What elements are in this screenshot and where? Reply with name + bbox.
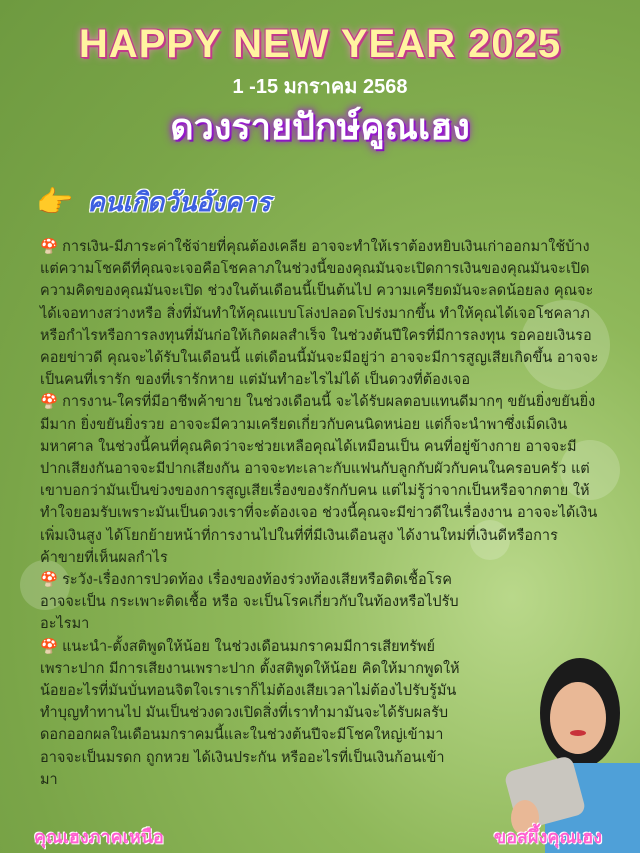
paragraph-text: แนะนำ-ตั้งสติพูดให้น้อย ในช่วงเดือนมกราคมมีการเสียทรัพย์เพราะปาก มีการเสียงานเพราะปาก ตั้งสติพูดให้น้อย คิดให้มากพูดให้น้อยอะไรที่มันบั่นทอนจิตใจเราเราก็ไม่ต้องเสียเวลาไม่ต้องไปรับรู้มัน ทำบุญทำทานไป มันเป็นช่วงดวงเปิดสิ่งที่เราทำมามันจะได้รับผลรับดอกออกผลในเดือนมกราคมนี้และในช่วงต้นปีจะมีโชคใหญ่เข้ามา อาจจะเป็นมรดก ถูกหวย ได้เงินประกัน หรืออะไรที่เป็นเงินก้อนเข้ามา	[40, 638, 460, 788]
mushroom-icon: 🍄	[40, 572, 59, 589]
horoscope-heading: ดวงรายปักษ์คูณเฮง	[170, 106, 470, 147]
work-paragraph	[40, 391, 600, 569]
right-caption: ขอสผึ้งคุณเฮง	[493, 827, 602, 847]
paragraph-text: การเงิน-มีภาระค่าใช้จ่ายที่คุณต้องเคลีย อาจจะทำให้เราต้องหยิบเงินเก่าออกมาใช้บ้าง แต่ความโชคดีที่คุณจะเจอคือโชคลาภในช่วงนี้ของคุณมันจะเปิดการเงินของคุณมันจะเปิด ความคิดของคุณมันจะเปิด ช่วงในต้นเดือนนี้เป็นต้นไป ความเครียดมันจะลดน้อยลง คุณจะได้เจอทางสว่างหรือ สิ่งที่มันทำให้คุณแบบโล่งปลอดโปร่งมากขึ้น ทำให้คุณได้เจอโชคลาภหรือกำไรหรือการลงทุนที่มันก่อให้เกิดผลสำเร็จ ในช่วงต้นปีใครที่มีการลงทุน รอคอยเงินรอคอยข่าวดี คุณจะได้รับในเดือนนี้ แต่เดือนนี้มันจะมีอยู่ว่า อาจจะมีการสูญเสียเกิดขึ้น อาจจะเป็นคนที่เรารัก ของที่เรารักหาย แต่มันทำอะไรไม่ได้ เป็นดวงที่ต้องเจอ	[40, 239, 599, 389]
portrait-photo	[490, 623, 640, 853]
page-title: HAPPY NEW YEAR 2025	[78, 22, 562, 66]
date-range: 1 -15 มกราคม 2568	[232, 76, 408, 98]
day-label: คนเกิดวันอังคาร	[87, 187, 271, 217]
paragraph-text: ระวัง-เรื่องการปวดท้อง เรื่องของท้องร่วงท้องเสียหรือติดเชื้อโรค อาจจะเป็น กระเพาะติดเชื้อ หรือ จะเป็นโรคเกี่ยวกับในท้องหรือไปรับอะไรมา	[40, 572, 459, 633]
paragraph-text: การงาน-ใครที่มีอาชีพค้าขาย ในช่วงเดือนนี้ จะได้รับผลตอบแทนดีมากๆ ขยันยิ่งขยันยิ่งมีมาก ยิ่งขยันยิ่งรวย อาจจะมีความเครียดเกี่ยวกับคนนิดหน่อย แต่ก็จะนำพาซึ่งเม็ดเงินมหาศาล ในช่วงนี้คนที่คุณคิดว่าจะช่วยเหลือคุณได้เหมือนเป็น คนที่อยู่ข้างกาย อาจจะมีปากเสียงกันอาจจะมีปากเสียงกัน อาจจะทะเลาะกับแฟนกับลูกกับผัวกับคนในครอบครัว แต่เขาบอกว่ามันเป็นข่วงของการสูญเสียเรื่องของรักกับคน แต่ไม่รู้ว่าจากเป็นหรือจากตาย ให้ทำใจยอมรับเพราะมันเป็นดวงเราที่จะต้องเจอ ช่วงนี้คุณจะมีข่าวดีในเรื่องงาน อาจจะได้เงินเพิ่มเงินสูง ได้โยกย้ายหน้าที่การงานไปในที่ที่มีเงินเดือนสูง ได้งานใหม่ที่เงินดีหรือการค้าขายที่เห็นผลกำไร	[40, 394, 598, 566]
left-caption: คุณเฮงภาคเหนือ	[34, 827, 164, 847]
mushroom-icon: 🍄	[40, 638, 59, 655]
day-subheading	[36, 182, 271, 223]
finance-paragraph	[40, 236, 600, 391]
advice-paragraph	[40, 636, 460, 791]
pointing-hand-icon: 👉	[36, 186, 74, 219]
caution-paragraph	[40, 569, 460, 636]
mushroom-icon: 🍄	[40, 239, 59, 255]
mushroom-icon: 🍄	[40, 394, 59, 411]
